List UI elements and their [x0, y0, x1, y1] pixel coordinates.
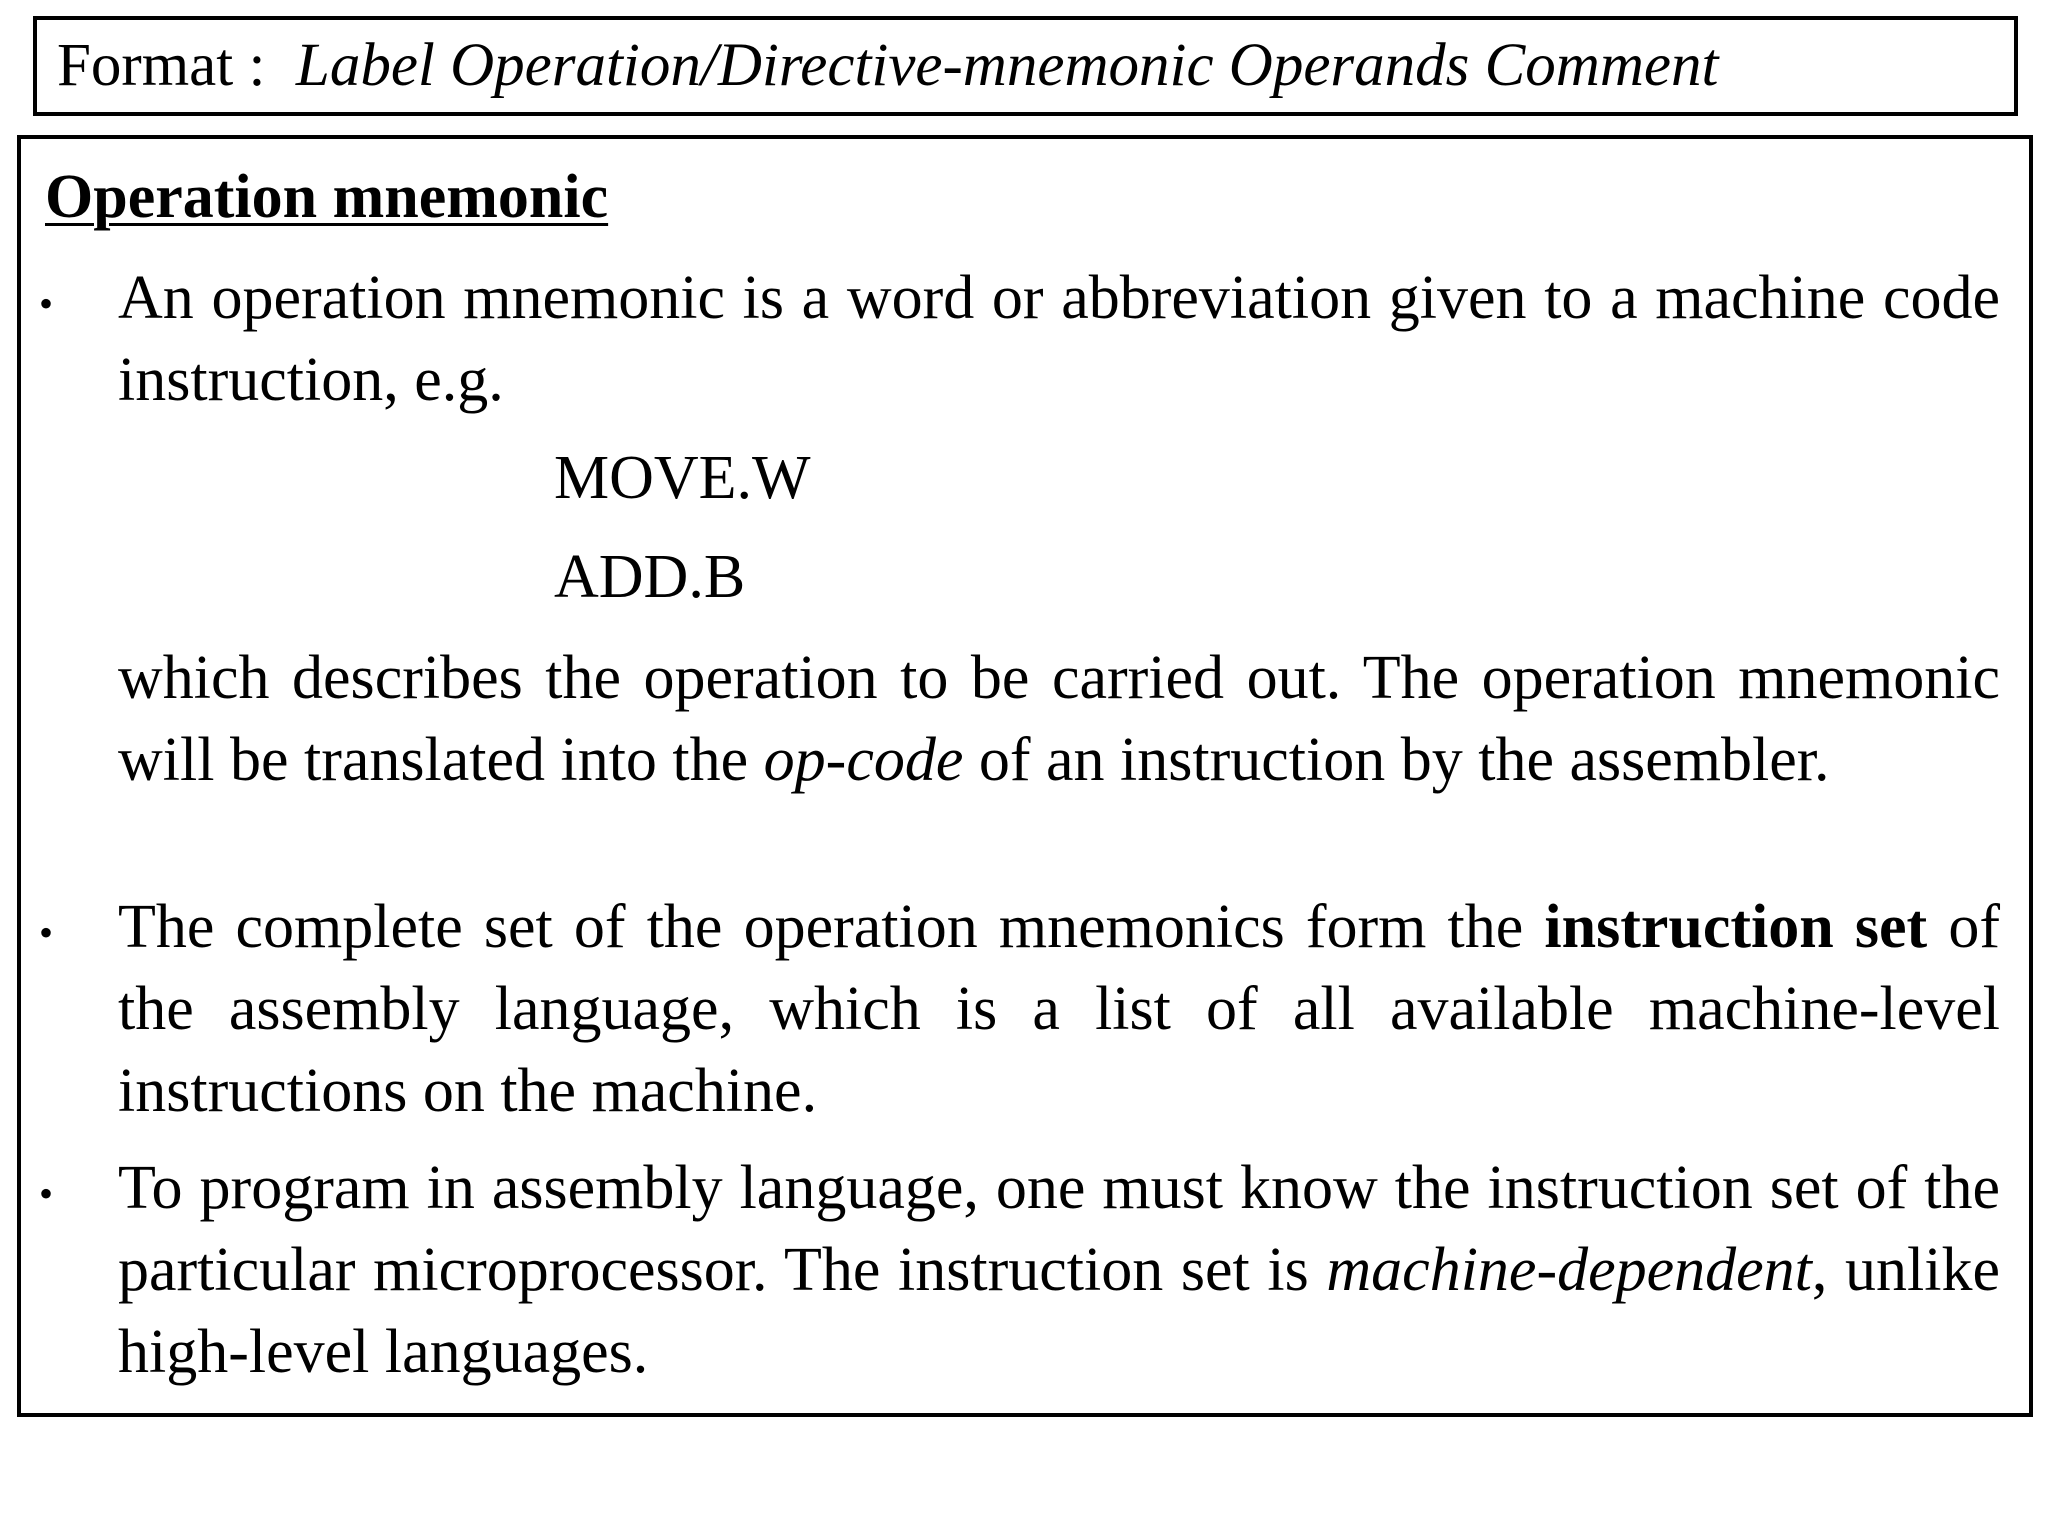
content-box	[17, 135, 2033, 1417]
format-fields: Label Operation/Directive-mnemonic Operands Comment	[295, 32, 1719, 99]
bullet-3-text-start: To program in assembly language, one must know the instruction set of the particular microprocessor. The instruction set is	[118, 1154, 2000, 1304]
bullet-2-text-start: The complete set of the operation mnemonics form the	[118, 893, 1545, 961]
bullet-3-text	[118, 1147, 2000, 1393]
format-label: Format :	[57, 32, 266, 99]
continuation-text: which describes the operation to be carried out. The operation mnemonic will be translated into the	[118, 644, 2000, 794]
machine-dependent-term: machine-dependent	[1326, 1236, 1812, 1304]
format-box	[33, 16, 2018, 116]
example-mnemonic-2: ADD.B	[554, 543, 746, 611]
bullet-marker: •	[39, 281, 54, 326]
op-code-term: op-code	[763, 726, 964, 794]
bullet-1-continuation	[118, 637, 2000, 801]
bullet-2-text	[118, 886, 2000, 1132]
instruction-set-term: instruction set	[1544, 893, 1928, 961]
bullet-3-text-end: , unlike high-level languages.	[118, 1236, 2000, 1386]
continuation-text-end: of an instruction by the assembler.	[963, 726, 1830, 794]
bullet-1-text: An operation mnemonic is a word or abbreviation given to a machine code instruction, e.g.	[118, 264, 2000, 414]
bullet-2-text-end: of the assembly language, which is a list of all available machine-level instructions on the machine.	[118, 893, 2000, 1125]
bullet-marker: •	[39, 1171, 54, 1216]
bullet-marker: •	[39, 910, 54, 955]
example-mnemonic-1: MOVE.W	[554, 444, 811, 512]
section-heading: Operation mnemonic	[45, 163, 609, 231]
